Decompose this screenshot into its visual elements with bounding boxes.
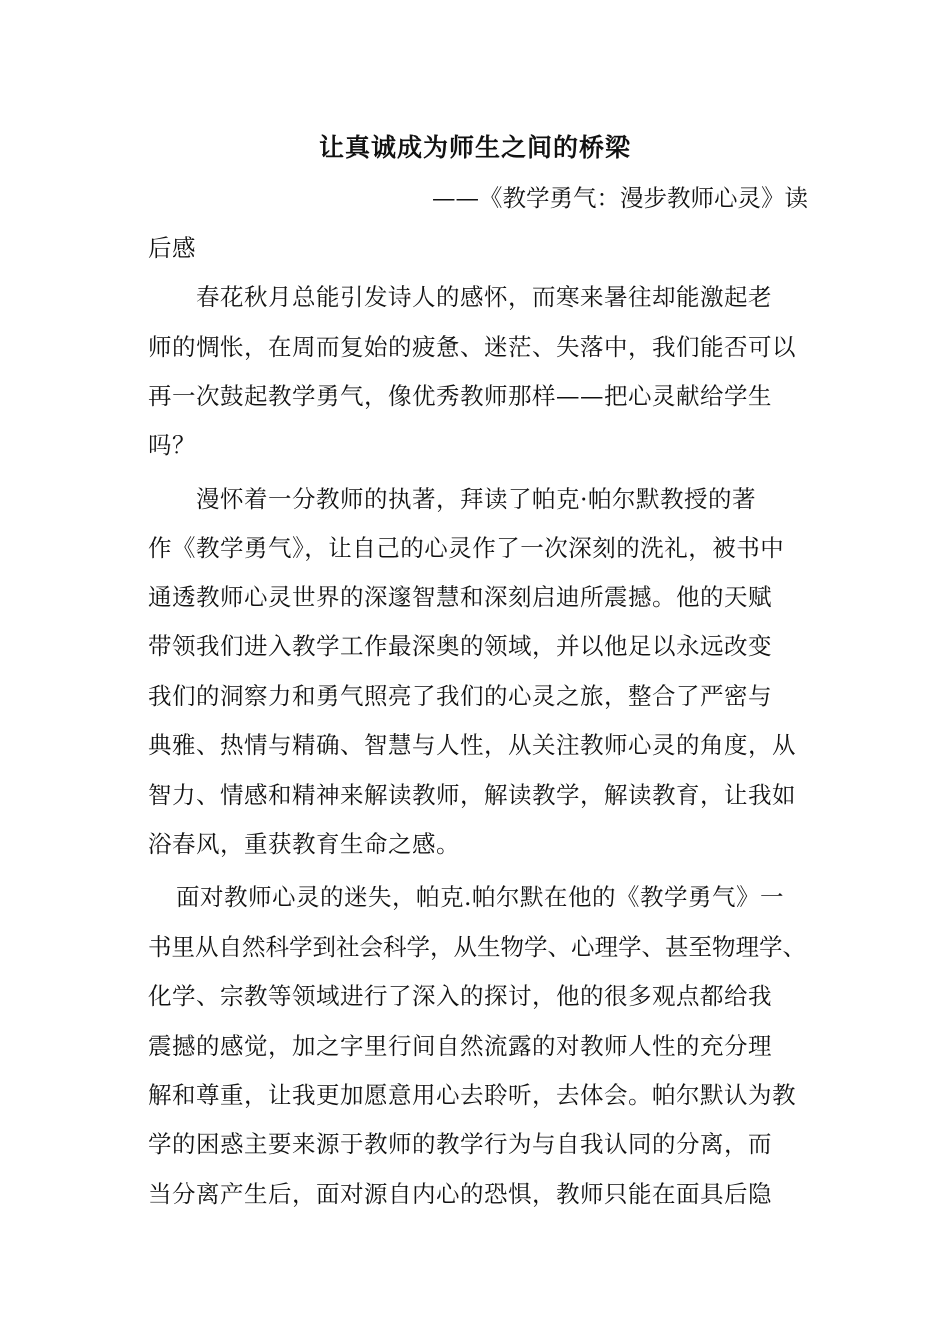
paragraph-1-line-2: 师的惆怅，在周而复始的疲惫、迷茫、失落中，我们能否可以 [148,333,796,361]
paragraph-1-line-3: 再一次鼓起教学勇气，像优秀教师那样——把心灵献给学生 [148,382,772,410]
document-title: 让真诚成为师生之间的桥梁 [318,133,631,162]
paragraph-2-line-5: 我们的洞察力和勇气照亮了我们的心灵之旅，整合了严密与 [148,682,772,710]
document-subtitle: ——《教学勇气：漫步教师心灵》读 [432,184,808,212]
paragraph-2-line-1: 漫怀着一分教师的执著，拜读了帕克·帕尔默教授的著 [196,485,756,513]
paragraph-2-line-4: 带领我们进入教学工作最深奥的领域，并以他足以永远改变 [148,632,772,660]
paragraph-3-line-4: 震撼的感觉，加之字里行间自然流露的对教师人性的充分理 [148,1032,772,1060]
paragraph-3-line-2: 书里从自然科学到社会科学，从生物学、心理学、甚至物理学、 [148,933,806,961]
paragraph-3-line-5: 解和尊重，让我更加愿意用心去聆听，去体会。帕尔默认为教 [148,1081,796,1109]
paragraph-3-line-7: 当分离产生后，面对源自内心的恐惧，教师只能在面具后隐 [148,1180,772,1208]
paragraph-3-line-1: 面对教师心灵的迷失，帕克.帕尔默在他的《教学勇气》一 [176,883,784,911]
paragraph-1-line-1: 春花秋月总能引发诗人的感怀，而寒来暑往却能激起老 [196,283,772,311]
paragraph-1-line-4: 吗？ [148,431,196,459]
paragraph-2-line-8: 浴春风，重获教育生命之感。 [148,830,460,858]
paragraph-3-line-3: 化学、宗教等领域进行了深入的探讨，他的很多观点都给我 [148,982,772,1010]
paragraph-2-line-6: 典雅、热情与精确、智慧与人性，从关注教师心灵的角度，从 [148,731,796,759]
paragraph-3-line-6: 学的困惑主要来源于教师的教学行为与自我认同的分离，而 [148,1130,772,1158]
paragraph-2-line-3: 通透教师心灵世界的深邃智慧和深刻启迪所震撼。他的天赋 [148,583,772,611]
document-subtitle-continuation: 后感 [148,234,196,262]
paragraph-2-line-7: 智力、情感和精神来解读教师，解读教学，解读教育，让我如 [148,781,796,809]
paragraph-2-line-2: 作《教学勇气》，让自己的心灵作了一次深刻的洗礼，被书中 [148,534,785,562]
